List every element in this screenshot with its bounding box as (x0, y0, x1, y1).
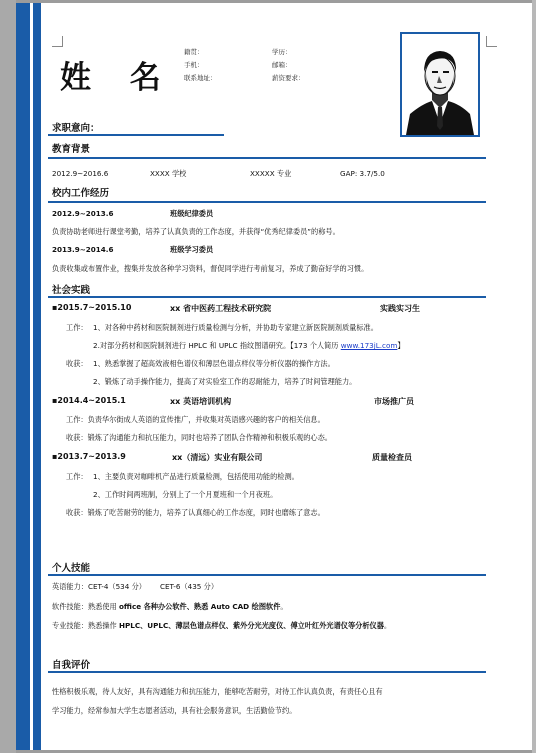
job1-work-2 (93, 341, 405, 351)
portrait-image (402, 34, 478, 135)
campus-desc-1: 负责协助老师进行课堂考勤，培养了认真负责的工作态度，并获得“优秀纪律委员”的称号。 (52, 227, 340, 236)
job2-period: ▪2014.4~2015.1 (52, 396, 126, 405)
job1-work-2-text: 2.对部分药材和医院制剂进行 HPLC 和 UPLC 指纹图谱研究。【173 个人简历 (93, 341, 341, 350)
job3-work-1: 1、主要负责对咖啡机产品进行质量检测，包括使用功能的检测。 (93, 472, 299, 481)
skill-pro-label: 专业技能：熟悉操作 (52, 621, 119, 630)
info-address: 联系地址： (184, 74, 217, 82)
crop-mark-top-left (52, 36, 63, 47)
skill-cet4: CET-4（534 分） (87, 582, 146, 591)
skill-pro-detail: HPLC、UPLC、薄层色谱点样仪、紫外分光光度仪、傅立叶红外光谱仪等分析仪器 (118, 621, 384, 630)
info-birthplace: 籍贯： (184, 48, 204, 56)
job1-work-1: 1、对各种中药材和医院制剂进行质量检测与分析，并协助专家建立新医院制剂质量标准。 (93, 323, 378, 332)
education-school: XXXX 学校 (150, 169, 187, 178)
campus-role-2: 班级学习委员 (170, 245, 214, 254)
divider-campus (48, 201, 486, 203)
education-period: 2012.9~2016.6 (52, 169, 109, 178)
skill-cet6: CET-6（435 分） (159, 582, 219, 591)
page-right-margin (532, 0, 536, 753)
resume-site-link[interactable]: www.173jL.com (340, 341, 398, 350)
divider-skills (48, 574, 486, 576)
section-title-education: 教育背景 (52, 144, 91, 155)
skill-software-end: 。 (280, 602, 288, 611)
job1-gain-2: 2、锻炼了动手操作能力，提高了对实验室工作的忍耐能力，培养了时间管理能力。 (93, 377, 357, 386)
campus-period-1: 2012.9~2013.6 (52, 209, 114, 218)
page-border-top (0, 0, 536, 3)
decor-stripe-wide (16, 3, 30, 750)
divider-education (48, 157, 486, 159)
self-eval-line-2: 学习能力，经常参加大学生志愿者活动，具有社会服务意识，生活勤俭节约。 (52, 706, 297, 715)
job1-role: 实践实习生 (380, 304, 420, 313)
job3-role: 质量检查员 (372, 453, 412, 462)
info-education: 学历： (272, 48, 292, 56)
self-eval-line-1: 性格积极乐观，待人友好，具有沟通能力和抗压能力，能够吃苦耐劳，对待工作认真负责，有责任心且有 (52, 687, 383, 696)
info-email: 邮箱： (272, 61, 292, 69)
job1-work-label: 工作： (66, 323, 88, 332)
job2-work: 工作：负责华尔街成人英语的宣传推广，并收集对英语感兴趣的客户的相关信息。 (66, 415, 325, 424)
campus-role-1: 班级纪律委员 (170, 209, 214, 218)
job1-gain-label: 收获： (66, 359, 88, 368)
job3-period: ▪2013.7~2013.9 (52, 452, 126, 461)
divider-social (48, 296, 486, 298)
section-title-skills: 个人技能 (52, 563, 91, 574)
education-gpa: GAP: 3.7/5.0 (340, 169, 385, 178)
job3-company: xx（清远）实业有限公司 (172, 453, 263, 462)
job3-gain: 收获：锻炼了吃苦耐劳的能力，培养了认真细心的工作态度，同时也磨练了意志。 (66, 508, 325, 517)
decor-stripe-narrow (33, 3, 41, 750)
section-title-objective: 求职意向： (52, 123, 100, 134)
skill-english-label: 英语能力： (52, 582, 88, 591)
page-left-margin (0, 0, 16, 753)
section-title-social: 社会实践 (52, 285, 91, 296)
info-phone: 手机： (184, 61, 204, 69)
job3-work-label: 工作： (66, 472, 88, 481)
resume-name: 姓 名 (60, 60, 175, 96)
crop-mark-top-right (486, 36, 497, 47)
job2-gain: 收获：锻炼了沟通能力和抗压能力，同时也培养了团队合作精神和积极乐观的心态。 (66, 433, 332, 442)
profile-photo (400, 32, 480, 137)
skill-software (52, 602, 288, 612)
job2-role: 市场推广员 (374, 397, 414, 406)
divider-self (48, 671, 486, 673)
job1-company: xx 省中医药工程技术研究院 (170, 304, 272, 313)
job1-period: ▪2015.7~2015.10 (52, 303, 132, 312)
job1-work-2-close: 】 (397, 341, 405, 350)
job3-work-2: 2、工作时间两班制，分别上了一个月夏班和一个月夜班。 (93, 490, 278, 499)
campus-period-2: 2013.9~2014.6 (52, 245, 114, 254)
education-major: XXXXX 专业 (250, 169, 292, 178)
skill-professional (52, 621, 391, 631)
skill-software-label: 软件技能：熟悉使用 (52, 602, 119, 611)
skill-english (52, 582, 218, 592)
job2-company: xx 英语培训机构 (170, 397, 232, 406)
info-salary: 薪资要求： (272, 74, 305, 82)
section-title-campus: 校内工作经历 (52, 188, 110, 199)
job1-gain-1: 1、熟悉掌握了超高效液相色谱仪和薄层色谱点样仪等分析仪器的操作方法。 (93, 359, 335, 368)
skill-software-detail: office 各种办公软件、熟悉 Auto CAD 绘图软件 (118, 602, 281, 611)
divider-objective (48, 134, 224, 136)
section-title-self: 自我评价 (52, 660, 91, 671)
campus-desc-2: 负责收集或布置作业，搜集并发放各种学习资料，督促同学进行考前复习，养成了勤奋好学的习惯。 (52, 264, 369, 273)
skill-pro-end: 。 (383, 621, 392, 630)
